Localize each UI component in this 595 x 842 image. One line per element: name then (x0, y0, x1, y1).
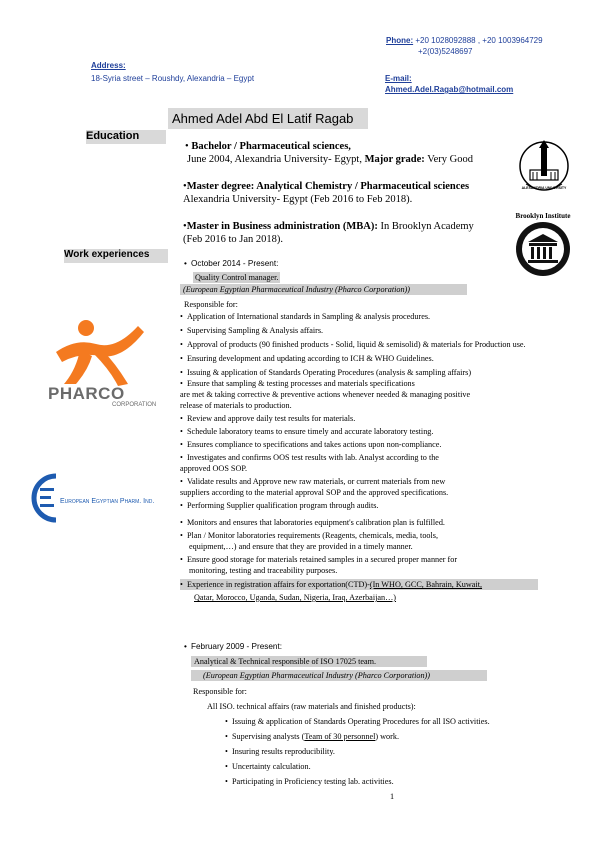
job1-item: • Approval of products (90 finished products - Solid, liquid & semisolid) & materials for Production use. (180, 340, 526, 349)
phone-block (386, 36, 543, 45)
e1-title: Bachelor / Pharmaceutical sciences, (191, 141, 351, 152)
email-label: E-mail: (385, 74, 412, 83)
address-value: 18-Syria street – Roushdy, Alexandria – Egypt (91, 74, 255, 83)
job1-item: • Ensure good storage for materials retained samples in a secured proper manner for (180, 555, 458, 564)
education-entry-3: •Master in Business administration (MBA): In Brooklyn Academy (Feb 2016 to Jan 2018). (183, 221, 474, 245)
alexandria-university-logo (518, 138, 570, 198)
job1-item-cont: suppliers according to the material approval SOP and the approved specifications. (180, 488, 449, 497)
brooklyn-caption: Brooklyn Institute (515, 212, 571, 220)
job1-item: • Issuing & application of Standards Operating Procedures (analysis & sampling affairs) (180, 368, 472, 377)
pharco-wordmark: PHARCO (48, 384, 125, 403)
job1-item-cont: are met & taking corrective & preventive actions whenever needed & managing positive (180, 390, 471, 399)
job1-date: • October 2014 - Present: (184, 259, 279, 268)
job1-item: • Ensuring development and updating according to ICH & WHO Guidelines. (180, 354, 434, 363)
job2-list (225, 716, 555, 787)
education-heading: Education (86, 130, 140, 142)
job1-item-cont: monitoring, testing and traceability purposes. (189, 566, 338, 575)
job2-item: • Insuring results reproducibility. (225, 747, 335, 756)
eep-wordmark: European Egyptian Pharm. Ind. (60, 498, 155, 505)
job1-item: • Supervising Sampling & Analysis affairs. (180, 326, 324, 335)
job2-sub: All ISO. technical affairs (raw materials and finished products): (207, 702, 416, 711)
pharco-logo (46, 312, 164, 412)
eep-logo (30, 470, 180, 526)
job1-item: • Ensure that sampling & testing processes and materials specifications (180, 379, 415, 388)
email-link[interactable]: Ahmed.Adel.Ragab@hotmail.com (385, 85, 514, 94)
job1-item: • Plan / Monitor laboratories requirements (Reagents, chemicals, media, tools, (180, 531, 439, 540)
job2-item: • Supervising analysts (Team of 30 personnel) work. (225, 732, 400, 741)
job2-title: Analytical & Technical responsible of ISO 17025 team. (191, 656, 427, 667)
e2-title: Master degree: Analytical Chemistry / Pharmaceutical sciences (186, 181, 470, 192)
job1-item: • Application of International standards in Sampling & analysis procedures. (180, 312, 431, 321)
e3-detail: (Feb 2016 to Jan 2018). (183, 234, 284, 245)
job1-item: • Review and approve daily test results for materials. (180, 414, 356, 423)
job1-item: • Performing Supplier qualification program through audits. (180, 501, 379, 510)
job2-date-text: February 2009 - Present: (191, 642, 283, 651)
candidate-name: Ahmed Adel Abd El Latif Ragab (168, 108, 368, 129)
job1-item-cont: Qatar, Morocco, Uganda, Sudan, Nigeria, Iraq, Azerbaijan…) (194, 593, 397, 602)
e3-title: Master in Business administration (MBA): (186, 221, 378, 232)
alexandria-university-caption: ALEXANDRIA UNIVERSITY (521, 186, 567, 190)
education-entry-2: •Master degree: Analytical Chemistry / Pharmaceutical sciences Alexandria University- Egypt (Feb 2016 to Feb 2018). (183, 181, 470, 205)
job1-item-cont: equipment,…) and ensure that they are provided in a timely manner. (189, 542, 413, 551)
job2-company: (European Egyptian Pharmaceutical Industry (Pharco Corporation)) (191, 670, 487, 681)
e1-grade-label: Major grade: (364, 154, 425, 165)
phone-line2: +2(03)5248697 (418, 47, 473, 56)
page-number: 1 (390, 792, 395, 801)
job1-item: • Monitors and ensures that laboratories equipment's calibration plan is fulfilled. (180, 518, 445, 527)
job1-company: (European Egyptian Pharmaceutical Industry (Pharco Corporation)) (180, 284, 467, 295)
job2-responsible: Responsible for: (193, 687, 247, 696)
job1-item-registration: • Experience in registration affairs for exportation(CTD)-(In WHO, GCC, Bahrain, Kuwait, (180, 579, 538, 590)
job1-responsible: Responsible for: (184, 300, 238, 309)
job1-date-text: October 2014 - Present: (191, 259, 279, 268)
job1-item: • Investigates and confirms OOS test results with lab. Analyst according to the (180, 453, 439, 462)
e1-detail: June 2004, Alexandria University- Egypt, (187, 154, 362, 165)
job1-title: Quality Control manager. (195, 273, 279, 282)
job2-item: • Participating in Proficiency testing lab. activities. (225, 777, 394, 786)
job1-item: • Ensures compliance to specifications and takes actions upon non-compliance. (180, 440, 442, 449)
e3-place: In Brooklyn Academy (380, 221, 474, 232)
brooklyn-institute-logo (512, 212, 574, 278)
e2-detail: Alexandria University- Egypt (Feb 2016 to Feb 2018). (183, 194, 413, 205)
e1-grade: Very Good (427, 154, 473, 165)
education-entry-1: • Bachelor / Pharmaceutical sciences, June 2004, Alexandria University- Egypt, Major grade: Very Good (185, 141, 473, 165)
job2-item: • Issuing & application of Standards Operating Procedures for all ISO activities. (225, 717, 490, 726)
job1-item: • Validate results and Approve new raw materials, or current materials from new (180, 477, 446, 486)
job1-item-cont: approved OOS SOP. (180, 464, 248, 473)
pharco-subtitle: CORPORATION (112, 402, 157, 408)
job1-item-cont: release of materials to production. (180, 401, 292, 410)
phone-line1: +20 1028092888 , +20 1003964729 (415, 36, 543, 45)
work-heading: Work experiences (64, 249, 150, 260)
job1-list (180, 311, 540, 603)
job2-item: • Uncertainty calculation. (225, 762, 311, 771)
address-label: Address: (91, 61, 126, 70)
job1-item: • Schedule laboratory teams to ensure timely and accurate laboratory testing. (180, 427, 434, 436)
phone-label: Phone: (386, 36, 414, 45)
job2-date: • February 2009 - Present: (184, 642, 283, 651)
